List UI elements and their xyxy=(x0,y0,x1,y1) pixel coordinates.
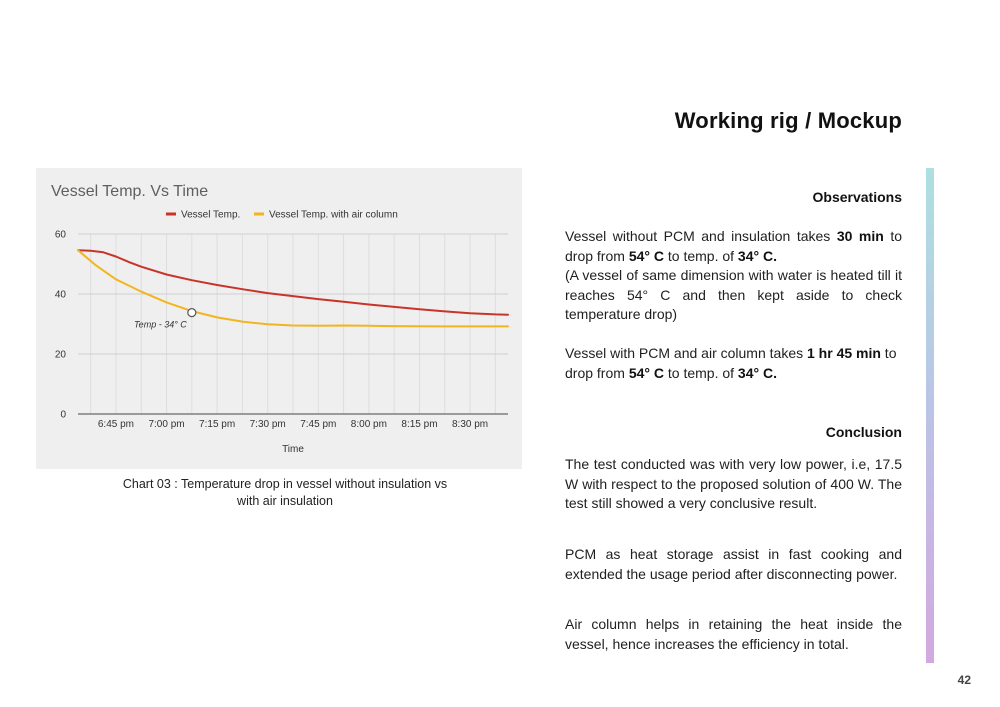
chart-canvas xyxy=(36,168,522,469)
legend-label-1: Vessel Temp. xyxy=(181,209,241,221)
x-tick-label: 8:00 pm xyxy=(350,419,387,430)
x-tick-label: 7:15 pm xyxy=(199,419,236,430)
obs2-text-c: to drop from xyxy=(565,345,897,381)
obs1-text-c: to drop from xyxy=(565,228,902,264)
obs1-text-a: Vessel without PCM and insulation takes xyxy=(565,228,837,244)
x-tick-label: 8:15 pm xyxy=(401,419,438,430)
obs1-text-e: to temp. of xyxy=(663,247,738,264)
observation-paragraph-1 xyxy=(565,227,902,325)
x-tick-label: 6:45 pm xyxy=(97,419,135,430)
annotation-label: Temp - 34° C xyxy=(134,319,187,330)
obs1-end-temp: 34° C. xyxy=(737,247,777,264)
observation-1-note: (A vessel of same dimension with water is heated till it reaches 54° C and then kept aside to check temperature drop) xyxy=(565,267,902,322)
temperature-chart xyxy=(36,168,522,469)
legend-label-2: Vessel Temp. with air column xyxy=(269,209,398,221)
obs2-text-a: Vessel with PCM and air column takes xyxy=(565,345,807,361)
y-tick-label: 20 xyxy=(54,349,66,361)
obs2-duration: 1 hr 45 min xyxy=(807,345,881,361)
y-tick-label: 60 xyxy=(54,229,66,241)
x-tick-label: 7:30 pm xyxy=(249,419,286,430)
page-title: Working rig / Mockup xyxy=(674,108,902,133)
obs2-end-temp: 34° C. xyxy=(737,364,777,381)
observation-1-main xyxy=(565,227,902,266)
observation-paragraph-2 xyxy=(565,344,902,383)
chart-title: Vessel Temp. Vs Time xyxy=(51,183,209,200)
chart-caption xyxy=(100,476,470,510)
obs2-start-temp: 54° C xyxy=(628,364,664,381)
caption-line-2: with air insulation xyxy=(237,494,333,508)
conclusion-paragraph-1: The test conducted was with very low power, i.e, 17.5 W with respect to the proposed solution of 400 W. The test still showed a very conclusive result. xyxy=(565,456,902,511)
page-number: 42 xyxy=(957,673,971,687)
caption-line-1: Chart 03 : Temperature drop in vessel without insulation vs xyxy=(122,477,448,491)
x-tick-label: 8:30 pm xyxy=(451,419,489,430)
annotation-marker xyxy=(188,309,196,317)
obs2-text-e: to temp. of xyxy=(663,364,738,381)
x-axis-label: Time xyxy=(282,444,304,455)
obs1-duration: 30 min xyxy=(836,228,884,244)
conclusion-heading: Conclusion xyxy=(825,424,902,440)
accent-side-bar xyxy=(926,168,934,663)
x-tick-label: 7:00 pm xyxy=(148,419,185,430)
conclusion-paragraph-2: PCM as heat storage assist in fast cooking and extended the usage period after disconnecting power. xyxy=(565,546,902,582)
observations-heading: Observations xyxy=(812,189,902,205)
conclusion-paragraph-3: Air column helps in retaining the heat inside the vessel, hence increases the efficiency in total. xyxy=(565,616,902,652)
x-tick-label: 7:45 pm xyxy=(300,419,337,430)
y-tick-label: 0 xyxy=(60,409,66,421)
obs1-start-temp: 54° C xyxy=(628,247,664,264)
y-tick-label: 40 xyxy=(54,289,66,301)
